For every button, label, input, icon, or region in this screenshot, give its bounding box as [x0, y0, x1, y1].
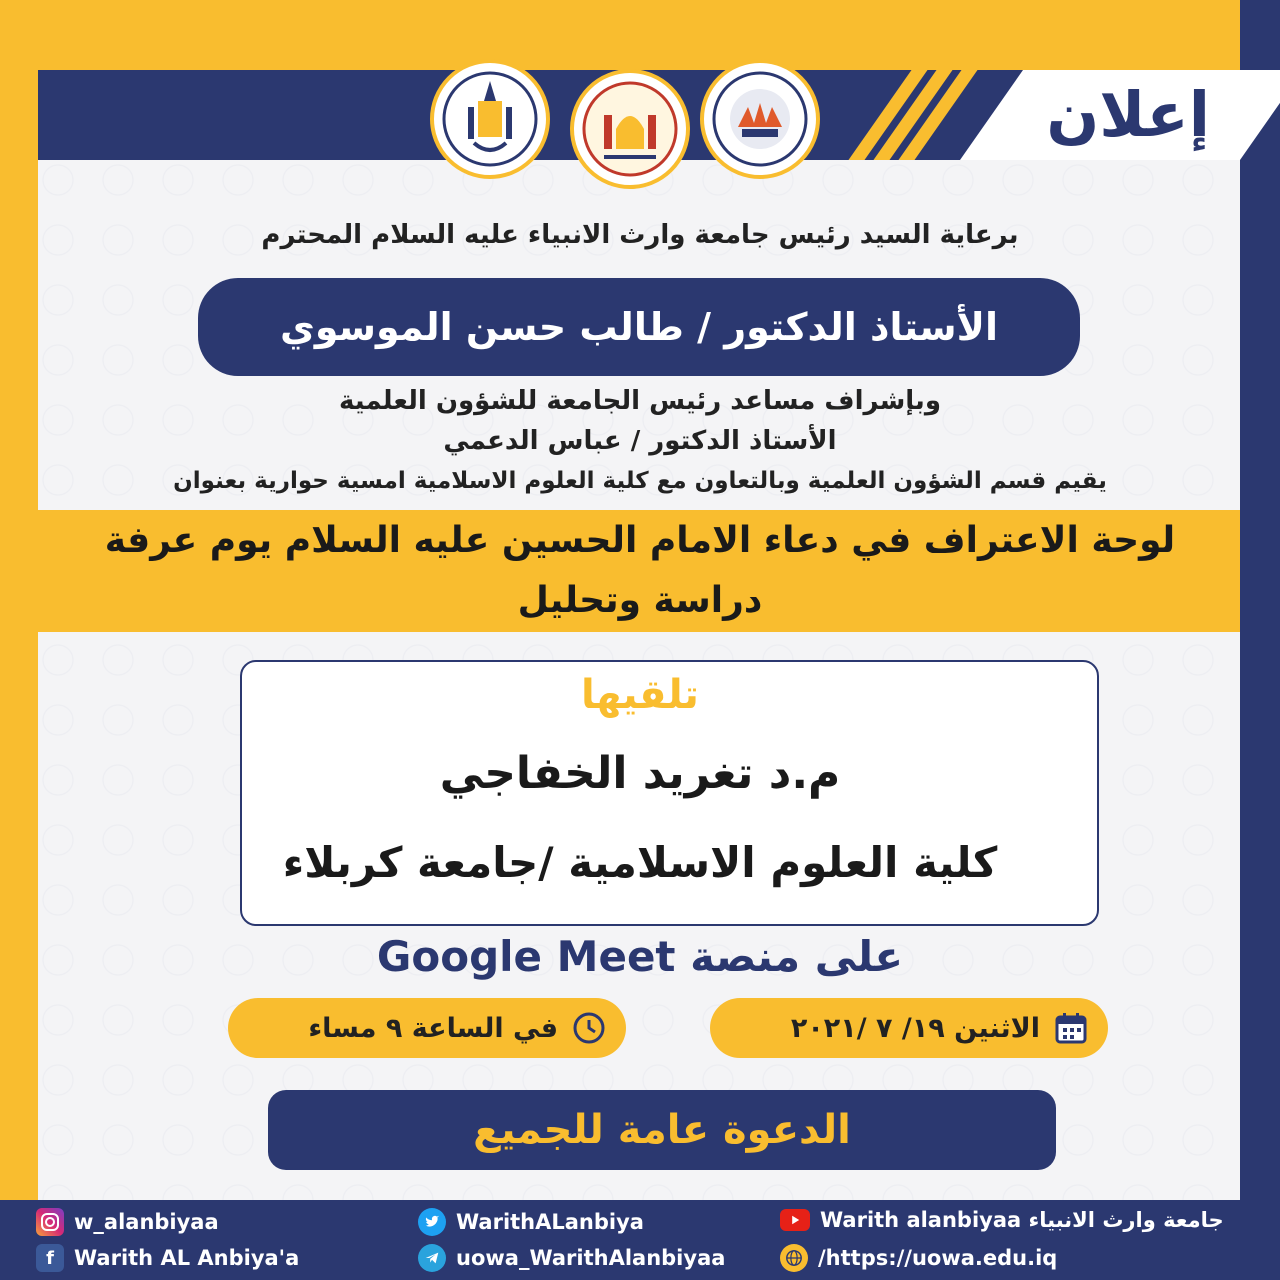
twitter-handle: WarithALanbiya	[456, 1210, 644, 1234]
event-time: في الساعة ٩ مساء	[308, 1012, 558, 1044]
announcement-title: إعلان	[1046, 78, 1210, 151]
facebook-link[interactable]	[36, 1244, 299, 1272]
speaker-label: تلقيها	[581, 672, 699, 718]
facebook-icon: f	[36, 1244, 64, 1272]
footer	[0, 1200, 1280, 1280]
facebook-handle: Warith AL Anbiya'a	[74, 1246, 300, 1270]
globe-icon	[780, 1244, 808, 1272]
website-url: /https://uowa.edu.iq	[818, 1246, 1058, 1270]
instagram-icon	[36, 1208, 64, 1236]
speaker-affiliation: كلية العلوم الاسلامية /جامعة كربلاء	[282, 838, 998, 887]
website-link[interactable]	[780, 1244, 1057, 1272]
lecture-subtitle: دراسة وتحليل	[517, 580, 763, 621]
instagram-link[interactable]	[36, 1208, 219, 1236]
telegram-link[interactable]	[418, 1244, 725, 1272]
telegram-icon	[418, 1244, 446, 1272]
telegram-handle: uowa_WarithAlanbiyaa	[456, 1246, 726, 1270]
shrine-emblem-icon	[578, 77, 682, 181]
twitter-link[interactable]	[418, 1208, 644, 1236]
patronage-line: برعاية السيد رئيس جامعة وارث الانبياء عليه السلام المحترم	[261, 220, 1019, 250]
event-date: الاثنين ١٩/ ٧ /٢٠٢١	[790, 1012, 1040, 1044]
youtube-link[interactable]	[780, 1208, 1224, 1232]
youtube-channel: Warith alanbiyaa جامعة وارث الانبياء	[820, 1208, 1224, 1232]
invitation-banner: الدعوة عامة للجميع	[268, 1090, 1056, 1170]
platform-line: على منصة Google Meet	[376, 932, 904, 981]
date-chip	[710, 998, 1108, 1058]
supervisor-name: الأستاذ الدكتور / عباس الدعمي	[443, 426, 837, 456]
speaker-name: م.د تغريد الخفاجي	[439, 748, 841, 799]
president-name-pill: الأستاذ الدكتور / طالب حسن الموسوي	[198, 278, 1080, 376]
time-chip	[228, 998, 626, 1058]
youtube-icon	[780, 1209, 810, 1231]
ministry-emblem-icon	[708, 67, 812, 171]
ministry-logo	[700, 59, 820, 179]
university-logo	[430, 59, 550, 179]
holy-shrine-logo	[570, 69, 690, 189]
instagram-handle: w_alanbiyaa	[74, 1210, 219, 1234]
logos	[400, 55, 860, 185]
twitter-icon	[418, 1208, 446, 1236]
organizer-line: يقيم قسم الشؤون العلمية وبالتعاون مع كلية العلوم الاسلامية امسية حوارية بعنوان	[173, 468, 1107, 494]
calendar-icon	[1054, 1011, 1088, 1045]
supervision-line: وبإشراف مساعد رئيس الجامعة للشؤون العلمية	[339, 386, 941, 416]
clock-icon	[572, 1011, 606, 1045]
lecture-title: لوحة الاعتراف في دعاء الامام الحسين عليه السلام يوم عرفة	[104, 520, 1176, 561]
university-emblem-icon	[438, 67, 542, 171]
